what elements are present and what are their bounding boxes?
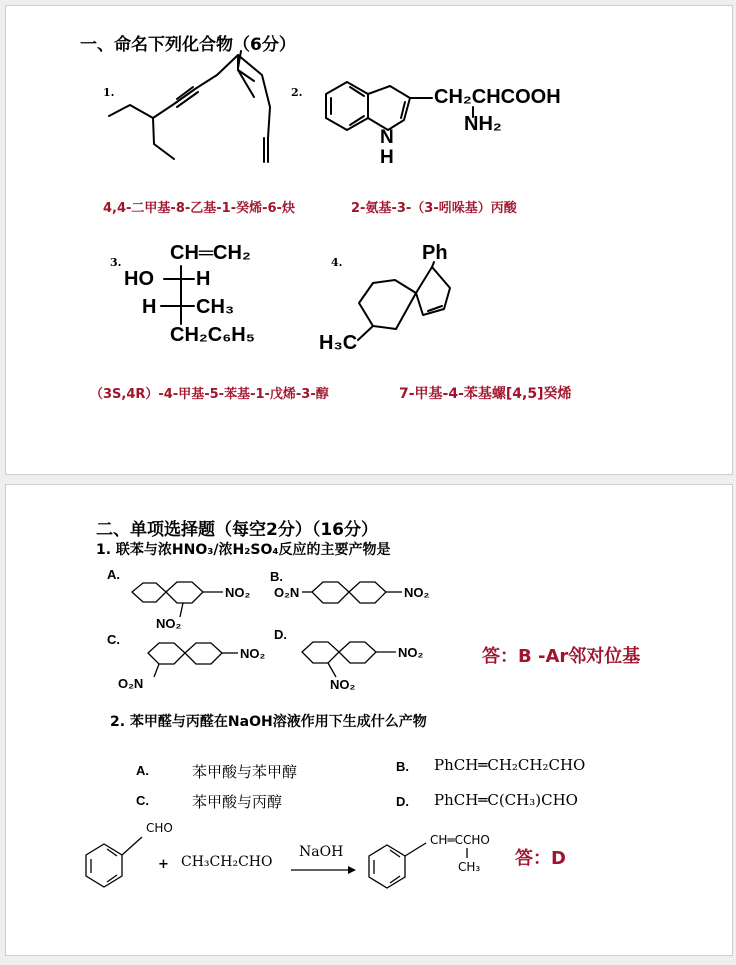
- benzaldehyde-cho: CHO: [146, 821, 173, 835]
- q2-option-c-text: 苯甲酸与丙醇: [192, 793, 283, 811]
- q1-answer: 答：B -Ar邻对位基: [482, 646, 641, 667]
- q3-answer: （3S,4R）-4-甲基-5-苯基-1-戊烯-3-醇: [90, 387, 329, 402]
- a-no2-para: NO₂: [225, 585, 251, 600]
- q3-ho: HO: [124, 268, 154, 290]
- q3-number: 3.: [110, 256, 122, 269]
- d-no2-ortho: NO₂: [330, 677, 356, 692]
- c-no2: NO₂: [240, 646, 266, 661]
- q2-amine: NH₂: [464, 113, 502, 135]
- q2-number: 2.: [291, 86, 303, 99]
- q4-spiro-structure: [6, 6, 606, 366]
- slide-naming: [5, 5, 733, 475]
- a-no2-ortho: NO₂: [156, 616, 182, 631]
- propanal-formula: CH₃CH₂CHO: [181, 854, 273, 870]
- reaction-plus: +: [158, 857, 169, 872]
- product-chain: CH═CCHO: [430, 833, 490, 847]
- q2-option-c-label: C.: [136, 793, 149, 808]
- option-b-label: B.: [270, 569, 283, 584]
- section2-title: 二、单项选择题（每空2分）（16分）: [96, 520, 378, 540]
- q4-number: 4.: [331, 256, 343, 269]
- q3-top-group: CH═CH₂: [170, 242, 251, 264]
- q2-option-a-label: A.: [136, 763, 149, 778]
- q3-ch3: CH₃: [196, 296, 235, 318]
- b-no2: NO₂: [404, 585, 430, 600]
- b-o2n: O₂N: [274, 585, 300, 600]
- q2-option-b-text: PhCH═CH₂CH₂CHO: [434, 756, 586, 774]
- slide-multiple-choice: [5, 484, 733, 956]
- q2-stem: 2. 苯甲醛与丙醛在NaOH溶液作用下生成什么产物: [110, 714, 427, 730]
- q4-ph: Ph: [422, 242, 448, 264]
- q3-h-right: H: [196, 268, 211, 290]
- q2-answer: 2-氨基-3-（3-吲哚基）丙酸: [351, 201, 517, 216]
- q2-nh-h: H: [380, 147, 394, 168]
- catalyst-naoh: NaOH: [299, 844, 344, 860]
- q1-answer: 4,4-二甲基-8-乙基-1-癸烯-6-炔: [103, 201, 295, 216]
- q4-answer: 7-甲基-4-苯基螺[4,5]癸烯: [399, 386, 572, 402]
- q2-option-d-label: D.: [396, 794, 409, 809]
- d-no2-para: NO₂: [398, 645, 424, 660]
- option-d-label: D.: [274, 627, 287, 642]
- q1-number: 1.: [103, 86, 115, 99]
- product-methyl: CH₃: [458, 860, 481, 874]
- q2-option-d-text: PhCH═C(CH₃)CHO: [434, 791, 578, 809]
- option-a-label: A.: [107, 567, 120, 582]
- aldol-reaction-drawing: [6, 485, 726, 965]
- q2-answer: 答：D: [515, 848, 566, 869]
- q3-h-left: H: [142, 296, 157, 318]
- q2-side-chain: CH₂CHCOOH: [434, 86, 561, 108]
- q2-option-a-text: 苯甲酸与苯甲醇: [192, 763, 298, 781]
- section1-title: 一、命名下列化合物（6分）: [80, 35, 296, 55]
- option-c-label: C.: [107, 632, 120, 647]
- q2-nh-n: N: [380, 127, 394, 148]
- q2-option-b-label: B.: [396, 759, 409, 774]
- q4-methyl: H₃C: [319, 332, 358, 354]
- q1-stem: 1. 联苯与浓HNO₃/浓H₂SO₄反应的主要产物是: [96, 542, 391, 558]
- c-o2n: O₂N: [118, 676, 144, 691]
- q3-bottom-group: CH₂C₆H₅: [170, 324, 255, 346]
